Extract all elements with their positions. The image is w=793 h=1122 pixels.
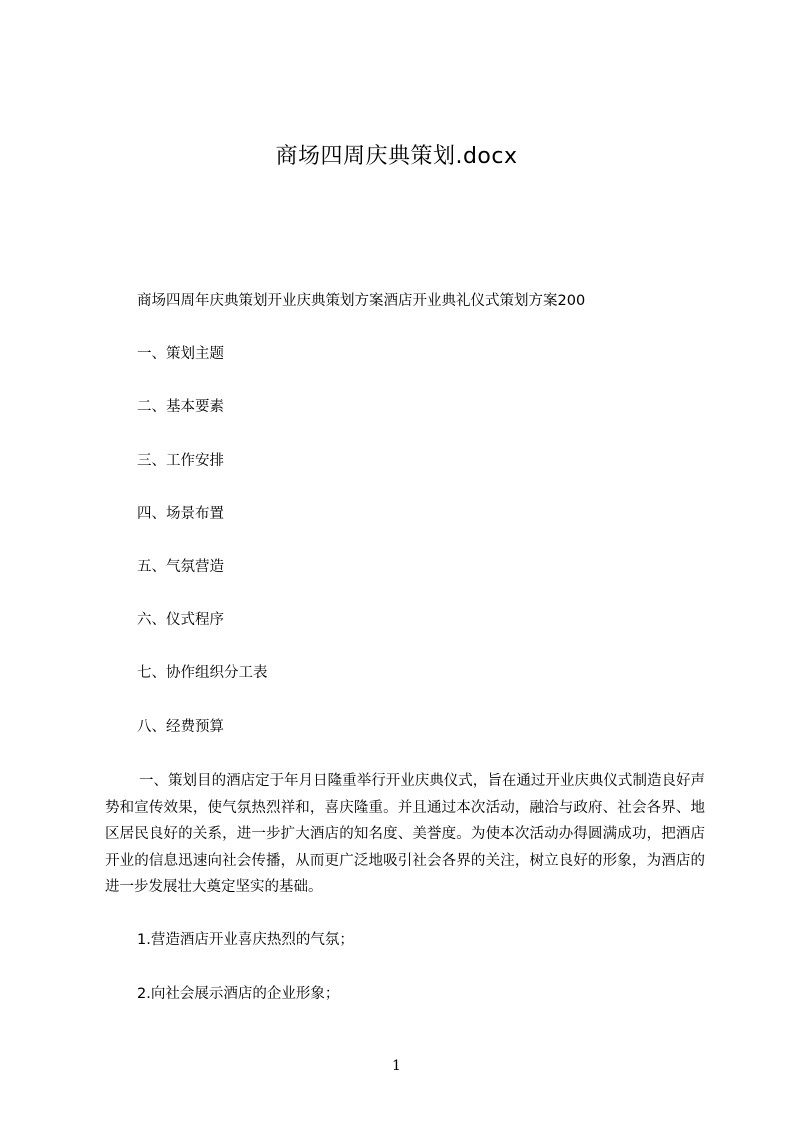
outline-item-6: 六、仪式程序 [137,612,224,628]
outline-item-4: 四、场景布置 [137,506,224,522]
document-title: 商场四周庆典策划.docx [275,144,518,169]
body-paragraph: 一、策划目的酒店定于年月日隆重举行开业庆典仪式，旨在通过开业庆典仪式制造良好声势和宣传效果，使气氛热烈祥和，喜庆隆重。并且通过本次活动，融洽与政府、社会各界、地区居民良好的关系，进一步扩大酒店的知名度、美誉度。为使本次活动办得圆满成功，把酒店开业的信息迅速向社会传播，从而更广泛地吸引社会各界的关注，树立良好的形象，为酒店的进一步发展壮大奠定坚实的基础。 [105,773,705,895]
outline-item-7: 七、协作组织分工表 [137,665,268,681]
list-item-1: 1.营造酒店开业喜庆热烈的气氛； [137,932,354,948]
list-item-2: 2.向社会展示酒店的企业形象； [137,986,340,1002]
outline-item-2: 二、基本要素 [137,399,224,415]
outline-item-3: 三、工作安排 [137,453,224,469]
outline-item-5: 五、气氛营造 [137,559,224,575]
page-number: 1 [392,1058,401,1074]
outline-item-1: 一、策划主题 [137,346,224,362]
outline-item-8: 八、经费预算 [137,719,224,735]
document-subtitle: 商场四周年庆典策划开业庆典策划方案酒店开业典礼仪式策划方案200 [137,293,586,309]
